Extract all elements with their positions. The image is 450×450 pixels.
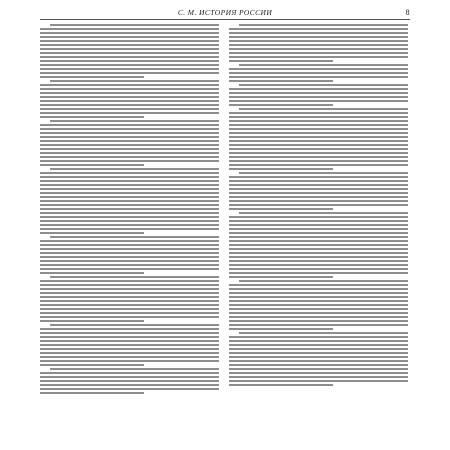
text-line [50,276,219,278]
text-line [229,376,408,378]
text-line [229,120,408,122]
text-line [229,96,408,98]
text-line [229,28,408,30]
text-line [40,356,219,358]
text-line [229,36,408,38]
text-line [40,380,219,382]
text-column-right [229,22,408,440]
text-line [40,212,219,214]
text-line [229,72,408,74]
text-line [229,316,408,318]
text-line [229,184,408,186]
text-line [40,348,219,350]
text-line [40,232,144,234]
text-line [229,164,408,166]
text-line [40,136,219,138]
text-line [40,220,219,222]
text-line [40,84,219,86]
text-line [40,100,219,102]
text-line [229,228,408,230]
text-line [229,156,408,158]
text-line [40,304,219,306]
paragraph [40,80,219,118]
text-line [229,292,408,294]
text-line [229,204,408,206]
text-line [229,296,408,298]
header-title-text: ИСТОРИЯ РОССИИ [199,8,273,17]
text-line [229,336,408,338]
text-line [229,380,408,382]
text-line [40,332,219,334]
paragraph [40,24,219,78]
text-line [229,284,408,286]
text-line [239,24,408,26]
text-line [40,132,219,134]
text-line [229,340,408,342]
text-line [229,40,408,42]
text-line [229,168,333,170]
text-line [40,288,219,290]
text-line [50,236,219,238]
text-line [40,188,219,190]
text-line [40,224,219,226]
text-line [229,356,408,358]
text-line [40,284,219,286]
text-line [229,192,408,194]
text-line [229,360,408,362]
text-line [40,336,219,338]
text-line [40,384,219,386]
text-line [229,140,408,142]
text-line [229,320,408,322]
text-line [40,208,219,210]
text-line [50,24,219,26]
text-line [229,176,408,178]
text-line [239,212,408,214]
text-line [229,288,408,290]
text-line [40,176,219,178]
text-line [229,256,408,258]
text-line [229,232,408,234]
text-line [40,172,219,174]
text-line [50,324,219,326]
text-line [40,144,219,146]
text-line [229,124,408,126]
text-line [229,48,408,50]
text-line [239,280,408,282]
text-line [40,152,219,154]
text-line [229,104,333,106]
text-line [229,128,408,130]
text-line [229,264,408,266]
text-line [40,40,219,42]
text-line [40,204,219,206]
text-line [229,136,408,138]
text-line [229,252,408,254]
text-line [50,368,219,370]
text-line [229,88,408,90]
text-line [40,196,219,198]
text-line [229,268,408,270]
text-line [40,36,219,38]
text-line [239,172,408,174]
text-line [229,160,408,162]
text-line [40,60,219,62]
text-line [40,292,219,294]
text-line [229,200,408,202]
text-line [40,192,219,194]
text-line [40,32,219,34]
text-line [229,220,408,222]
text-line [229,276,333,278]
text-column-left [40,22,219,440]
text-line [40,44,219,46]
text-line [229,344,408,346]
text-line [229,44,408,46]
paragraph [229,84,408,106]
text-line [40,76,144,78]
text-line [40,92,219,94]
text-line [229,348,408,350]
text-line [229,196,408,198]
text-line [40,96,219,98]
text-line [40,376,219,378]
text-line [40,272,144,274]
text-line [229,260,408,262]
paragraph [229,332,408,386]
text-line [239,332,408,334]
text-line [40,264,219,266]
text-line [239,64,408,66]
text-line [229,180,408,182]
text-line [40,268,219,270]
text-line [40,88,219,90]
text-line [40,248,219,250]
text-line [229,272,408,274]
text-line [40,340,219,342]
text-line [40,360,219,362]
text-line [40,128,219,130]
text-line [50,168,219,170]
text-line [40,280,219,282]
text-line [229,116,408,118]
text-line [50,120,219,122]
text-line [229,68,408,70]
text-line [229,324,408,326]
text-line [40,300,219,302]
text-line [40,216,219,218]
running-header-title [40,8,410,17]
text-line [50,80,219,82]
text-line [229,236,408,238]
text-line [229,248,408,250]
text-line [40,72,219,74]
text-line [40,184,219,186]
text-line [40,68,219,70]
text-line [40,116,144,118]
text-line [229,308,408,310]
text-line [40,108,219,110]
text-line [40,296,219,298]
paragraph [229,108,408,170]
paragraph [40,120,219,166]
text-line [40,328,219,330]
text-line [40,104,219,106]
text-line [239,108,408,110]
text-line [229,148,408,150]
text-line [229,92,408,94]
text-line [229,144,408,146]
text-line [229,152,408,154]
text-line [40,64,219,66]
text-line [40,48,219,50]
text-line [40,124,219,126]
text-line [40,320,144,322]
text-line [40,140,219,142]
text-line [229,244,408,246]
header-author: С. М. [177,8,197,17]
text-line [40,316,219,318]
text-line [40,56,219,58]
text-line [40,352,219,354]
text-line [40,312,219,314]
text-line [40,260,219,262]
paragraph [40,236,219,274]
paragraph [229,64,408,82]
text-line [40,240,219,242]
text-line [229,300,408,302]
text-line [229,100,408,102]
text-line [239,84,408,86]
text-line [229,364,408,366]
paragraph [229,212,408,278]
text-line [229,368,408,370]
text-line [40,160,219,162]
text-line [40,164,144,166]
text-line [40,28,219,30]
text-line [40,180,219,182]
text-line [229,32,408,34]
page-number: 8 [405,8,410,17]
text-line [40,388,219,390]
paragraph [40,276,219,322]
text-line [229,188,408,190]
paragraph [229,172,408,210]
text-line [229,52,408,54]
text-line [229,384,333,386]
text-line [40,256,219,258]
text-line [229,240,408,242]
running-header [40,6,410,20]
text-line [229,372,408,374]
text-line [229,216,408,218]
text-line [229,312,408,314]
text-line [229,328,333,330]
text-line [229,352,408,354]
text-line [40,364,144,366]
text-line [229,80,333,82]
paragraph [40,368,219,394]
text-line [40,344,219,346]
text-line [40,156,219,158]
paragraph [40,324,219,366]
text-line [229,208,333,210]
text-line [40,308,219,310]
text-line [40,392,144,394]
text-line [40,112,219,114]
text-line [40,52,219,54]
text-line [229,132,408,134]
text-line [229,304,408,306]
text-line [40,372,219,374]
text-line [40,228,219,230]
text-line [40,200,219,202]
paragraph [229,24,408,62]
paragraph [40,168,219,234]
paragraph [229,280,408,330]
text-line [229,76,408,78]
text-line [229,56,408,58]
text-line [40,148,219,150]
text-line [229,112,408,114]
text-line [40,244,219,246]
text-line [40,252,219,254]
text-line [229,224,408,226]
text-line [229,60,333,62]
